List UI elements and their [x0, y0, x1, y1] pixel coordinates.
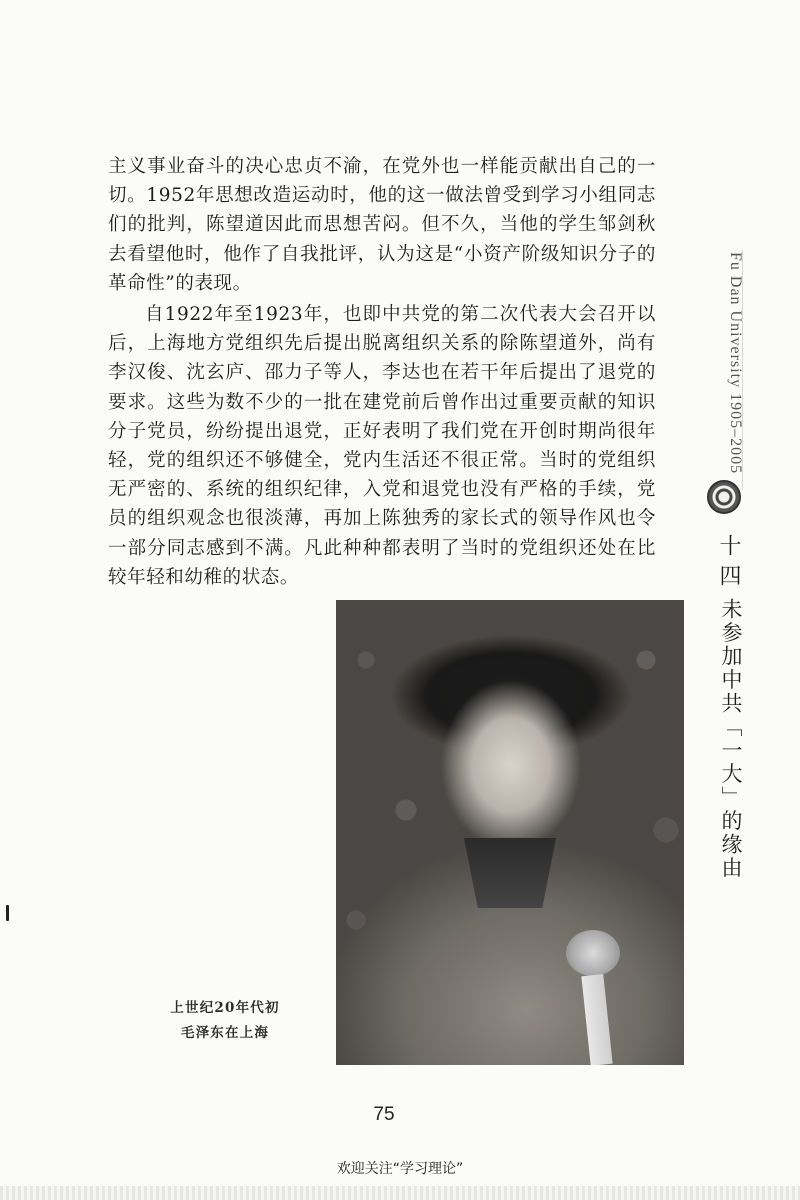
footer-note: 欢迎关注“学习理论” — [336, 1161, 464, 1177]
paragraph-1: 主义事业奋斗的决心忠贞不渝，在党外也一样能贡献出自己的一切。1952年思想改造运动时，他的这一做法曾受到学习小组同志们的批判，陈望道因此而思想苦闷。但不久，当他的学生邹剑秋去看望他时，他作了自我批评，认为这是“小资产阶级知识分子的革命性”的表现。 — [108, 156, 656, 294]
paragraph-2: 自1922年至1923年，也即中共党的第二次代表大会召开以后，上海地方党组织先后提出脱离组织关系的除陈望道外，尚有李汉俊、沈玄庐、邵力子等人，李达也在若干年后提出了退党的要求。这些为数不少的一批在建党前后曾作出过重要贡献的知识分子党员，纷纷提出退党，正好表明了我们党在开创时期尚很年轻，党的组织还不够健全，党内生活还不很正常。当时的党组织无严密的、系统的组织纪律，入党和退党也没有严格的手续，党员的组织观念也很淡薄，再加上陈独秀的家长式的领导作风也令一部分同志感到不满。凡此种种都表明了当时的党组织还处在比较年轻和幼稚的状态。 — [108, 304, 656, 588]
body-text — [108, 152, 656, 592]
caption-line-2: 毛泽东在上海 — [180, 1025, 270, 1041]
portrait-photo — [336, 600, 684, 1065]
photo-collar — [464, 838, 556, 908]
photo-background-foliage — [336, 600, 684, 1065]
university-vertical-label: Fu Dan University 1905–2005 — [727, 252, 744, 475]
caption-line-1: 上世纪20年代初 — [170, 1000, 280, 1016]
page-number: 75 — [373, 1104, 395, 1125]
chapter-title: 未参加中共「一大」的缘由 — [719, 598, 743, 880]
scan-edge-mark — [6, 905, 9, 921]
photo-caption — [140, 996, 310, 1046]
university-emblem-icon — [707, 480, 741, 514]
scan-bottom-band — [0, 1186, 800, 1200]
photo-corsage — [566, 930, 620, 976]
chapter-number: 十四 — [716, 534, 741, 594]
